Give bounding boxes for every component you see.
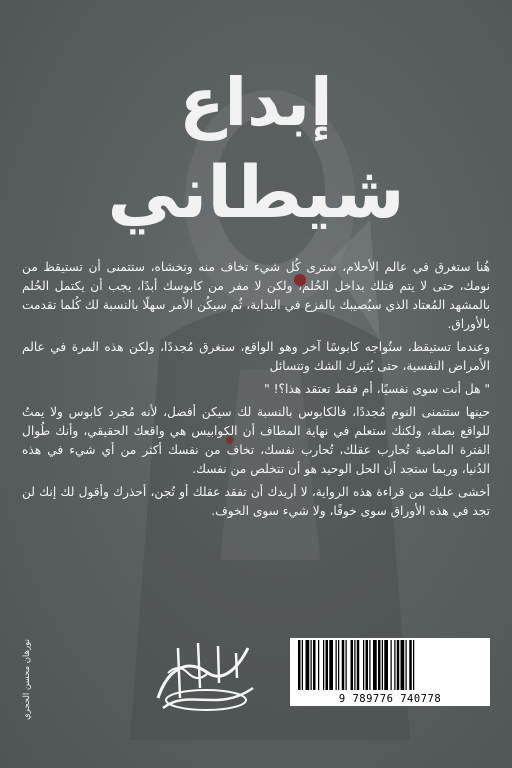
blurb-quote: " هل أنت سوى نفسيًا، أم فقط تعتقد هذا؟! " (264, 382, 490, 396)
blurb-text (22, 258, 490, 525)
author-signature: نورهان محسن الحجري (22, 639, 32, 721)
blurb-paragraph: حينها ستتمنى النوم مُجددًا، فالكابوس بالنسبة لك سيكن أفضل، لأنه مُجرد كابوس ولا يمتُ للواقع بصلة، ولكنك ستعلم في نهاية المطاف أن الكوابيس هي واقعك الحقيقي، وأنك طُوال الفترة الماضية تُحارب عقلك، تُحارب نفسك، تخاف من نفسك أكثر من أي شيء في هذه الدُنيا، وربما ستجد أن الحل الوحيد هو أن تتخلص من نفسك. (22, 405, 490, 476)
blurb-paragraph: وعندما تستيقظ، ستُواجه كابوسًا آخر وهو الواقع، ستغرق مُجددًا، ولكن هذه المرة في عالم الأمراض النفسية، حتى يُثيرك الشك وتتسائل (22, 340, 490, 373)
barcode-bars (294, 640, 486, 692)
book-title (0, 60, 512, 238)
title-line-1: إبداع (179, 64, 333, 141)
blurb-paragraph: هُنا ستغرق في عالم الأحلام، سترى كُل شيء تخاف منه وتخشاه، ستتمنى أن تستيقظ من نومك، حتى لا يتم قتلك بداخل الحُلم، ولكن لا مفر من كابوسك أبدًا، يجب أن يكتمل الحُلم بالمشهد المُعتاد الذي سيُصيبك بالفزع في البداية، ثُم سيكُن الأمر سهلًا بالنسبة لك كُلما تقدمت بالأوراق. (22, 260, 490, 331)
isbn-barcode (290, 638, 490, 706)
isbn-number: 9 789776 740778 (338, 693, 442, 705)
title-line-2: شيطاني (107, 150, 405, 234)
blurb-paragraph: أخشى عليك من قراءة هذه الرواية، لا أريدك أن تفقد عقلك أو تُجن، أحذرك وأقول لك إنك لن تجد في هذه الأوراق سوى خوفًا، ولا شيء سوى الخوف. (22, 485, 490, 518)
publisher-calligraphy-logo (148, 628, 266, 720)
